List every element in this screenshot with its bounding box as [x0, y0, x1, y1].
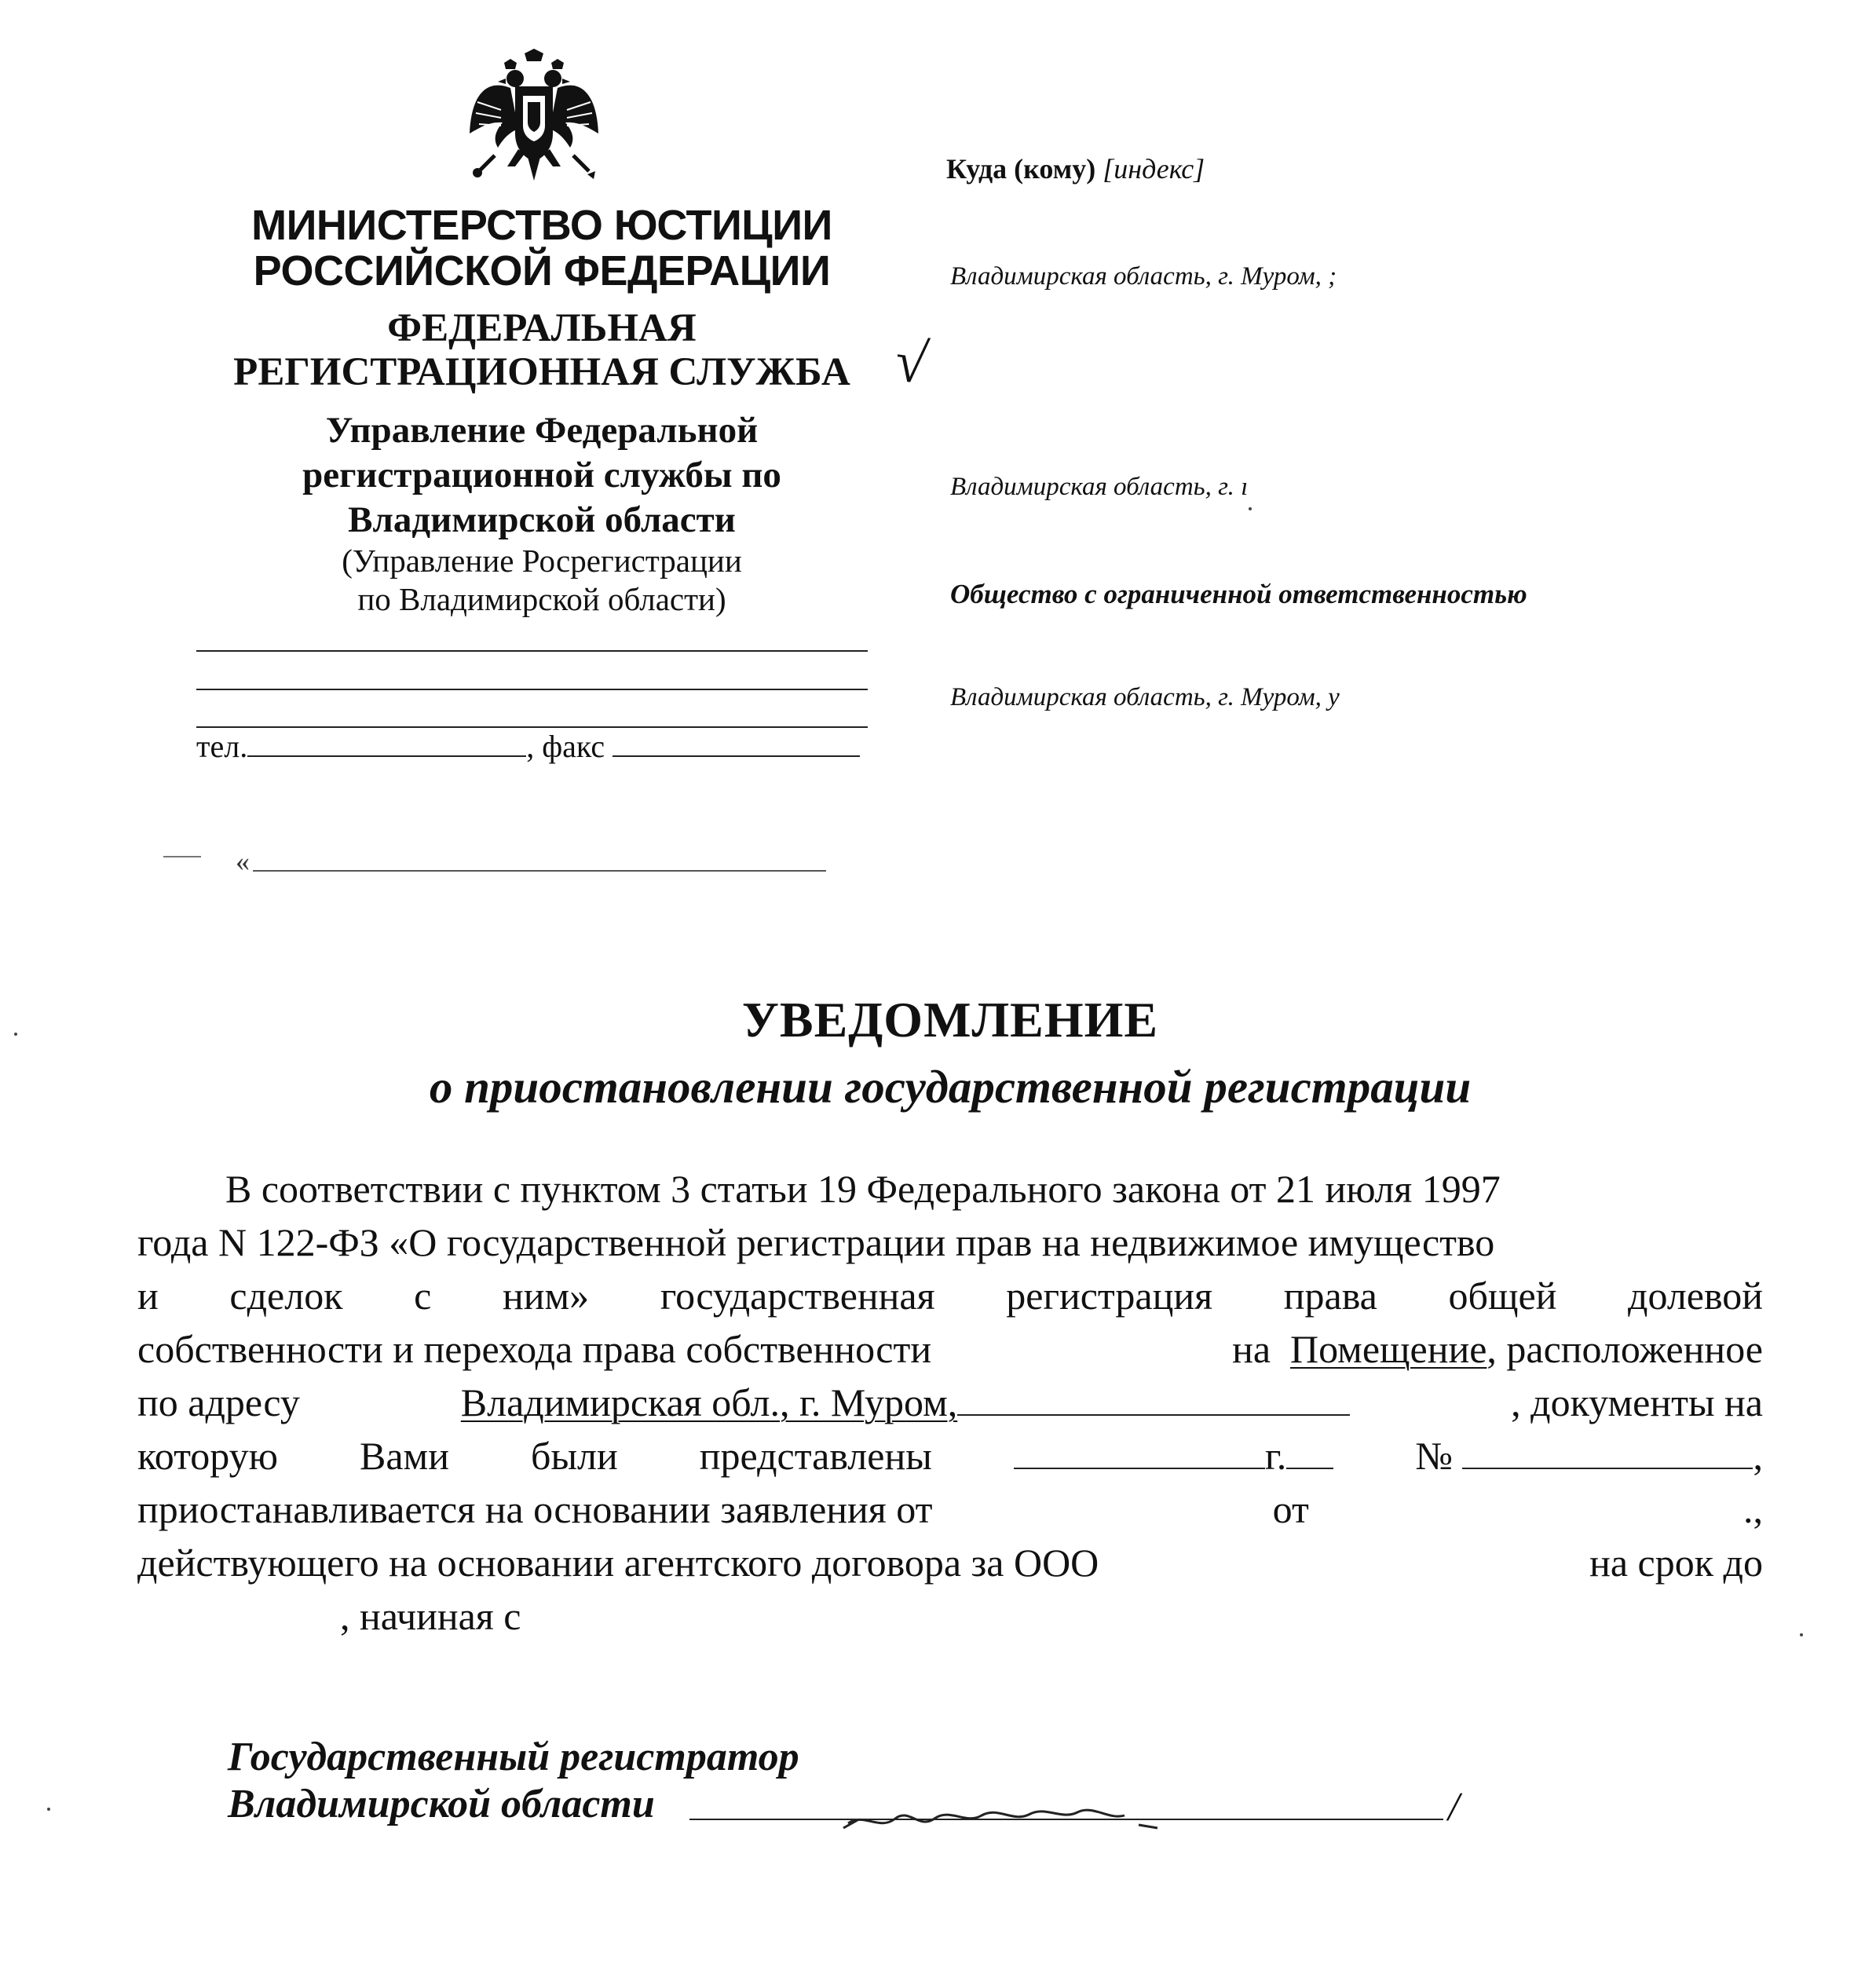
body-line-5: [137, 1376, 1763, 1429]
body-line-4-end: , расположенное: [1487, 1327, 1763, 1371]
recipient-index-hint: [индекс]: [1103, 153, 1205, 185]
body-line-8: [137, 1536, 1763, 1589]
doc-number-blank: [1462, 1430, 1753, 1469]
state-emblem: [463, 47, 605, 188]
body-word: ним»: [503, 1274, 590, 1318]
body-line-3: [137, 1269, 1763, 1322]
scan-speck: [14, 1033, 17, 1036]
ministry-line-2: РОССИЙСКОЙ ФЕДЕРАЦИИ: [253, 247, 831, 294]
body-line-5-start: по адресу: [137, 1380, 300, 1424]
body-word: которую: [137, 1434, 278, 1478]
doc-year-label: г.: [1264, 1434, 1287, 1478]
tel-label: тел.: [196, 729, 248, 764]
recipient-label: [946, 152, 1205, 185]
body-line-7: [137, 1483, 1763, 1536]
fax-label: , факс: [526, 729, 605, 764]
signature-slash: /: [1448, 1785, 1460, 1830]
body-word: Вами: [360, 1434, 449, 1478]
department-name: [188, 408, 895, 543]
body-line-6-end: ,: [1753, 1434, 1763, 1478]
department-line-1: Управление Федеральной: [325, 410, 759, 451]
address-blank-line-2: [196, 689, 868, 690]
department-line-3: Владимирской области: [348, 499, 736, 540]
address-blank-line-1: [196, 650, 868, 652]
body-line-2: [137, 1216, 1763, 1269]
scan-speck: [1800, 1633, 1803, 1636]
service-line-2: РЕГИСТРАЦИОННАЯ СЛУЖБА: [233, 350, 850, 394]
body-word: представлены: [699, 1434, 932, 1478]
applicant-redacted: [1384, 1483, 1667, 1536]
address-blank-line-3: [196, 726, 868, 728]
body-word: долевой: [1628, 1274, 1763, 1318]
body-line-4-na: на: [1232, 1327, 1271, 1371]
body-word: сделок: [229, 1274, 343, 1318]
body-line-4: [137, 1322, 1763, 1376]
body-line-8-end: на срок до: [1589, 1541, 1763, 1585]
body-word: с: [414, 1274, 432, 1318]
doc-number-label: №: [1415, 1434, 1453, 1478]
body-line-1: [137, 1162, 1763, 1216]
handwritten-signature: [840, 1797, 1170, 1836]
signature-line-2: Владимирской области: [228, 1782, 655, 1826]
signature-title: [228, 1734, 799, 1828]
signature-line-1: Государственный регистратор: [228, 1735, 799, 1779]
doc-date-blank: [1014, 1430, 1265, 1469]
body-line-7-start: приостанавливается на основании заявления от: [137, 1487, 933, 1531]
property-address: Владимирская обл., г. Муром,: [460, 1380, 958, 1424]
tel-blank: [247, 729, 526, 757]
body-line-5-end: , документы на: [1511, 1380, 1763, 1424]
body-word: общей: [1448, 1274, 1557, 1318]
recipient-to-label: Куда (кому): [946, 153, 1096, 185]
outgoing-ref-quote: «: [236, 846, 250, 877]
recipient-organization: Общество с ограниченной ответственностью: [950, 579, 1527, 609]
body-word: права: [1283, 1274, 1377, 1318]
body-line-6: [137, 1429, 1763, 1483]
body-line-8-start: действующего на основании агентского договора за ООО: [137, 1541, 1099, 1585]
property-address-blank: [957, 1377, 1350, 1416]
doc-year-blank: [1286, 1430, 1333, 1469]
contacts-line: [196, 729, 879, 765]
body-line-7-end: .,: [1743, 1487, 1763, 1531]
body-word: были: [531, 1434, 618, 1478]
service-name: [188, 306, 895, 394]
recipient-address-2: Владимирская область, г. ı: [950, 473, 1249, 501]
service-line-1: ФЕДЕРАЛЬНАЯ: [387, 306, 697, 350]
notice-body: [137, 1162, 1763, 1643]
department-line-2: регистрационной службы по: [302, 455, 781, 495]
department-short-line-2: по Владимирской области): [357, 581, 726, 617]
property-object: Помещение: [1290, 1327, 1487, 1371]
scan-speck: [1249, 507, 1252, 510]
body-word: регистрация: [1006, 1274, 1213, 1318]
company-name-redacted: [1242, 1536, 1446, 1589]
scan-speck: [47, 1808, 50, 1811]
notice-title: УВЕДОМЛЕНИЕ: [741, 992, 1159, 1047]
body-line-7-ot: от: [1272, 1487, 1309, 1531]
department-short-line-1: (Управление Росрегистрации: [342, 543, 742, 579]
fax-blank: [613, 729, 860, 757]
body-word: государственная: [660, 1274, 935, 1318]
ministry-line-1: МИНИСТЕРСТВО ЮСТИЦИИ: [251, 202, 832, 249]
body-line-4-start: собственности и перехода права собственности: [137, 1327, 932, 1371]
application-date-redacted: [1008, 1483, 1197, 1536]
scan-mark: [163, 856, 201, 857]
notice-subtitle: о приостановлении государственной регистрации: [429, 1061, 1472, 1113]
body-line-1-text: В соответствии с пунктом 3 статьи 19 Федерального закона от 21 июля 1997: [225, 1167, 1501, 1211]
outgoing-ref: [236, 845, 250, 878]
body-line-2-text: года N 122-ФЗ «О государственной регистрации прав на недвижимое имущество: [137, 1220, 1495, 1264]
recipient-address-1: Владимирская область, г. Муром, ;: [950, 262, 1337, 291]
checkmark: √: [890, 328, 932, 397]
body-word: и: [137, 1274, 159, 1318]
outgoing-ref-underline: [253, 870, 826, 872]
ministry-name: [188, 203, 895, 294]
body-line-9: [137, 1589, 1763, 1643]
recipient-address-3: Владимирская область, г. Муром, у: [950, 683, 1340, 711]
body-line-9-text: , начиная с: [340, 1594, 521, 1638]
department-short-name: [188, 542, 895, 619]
